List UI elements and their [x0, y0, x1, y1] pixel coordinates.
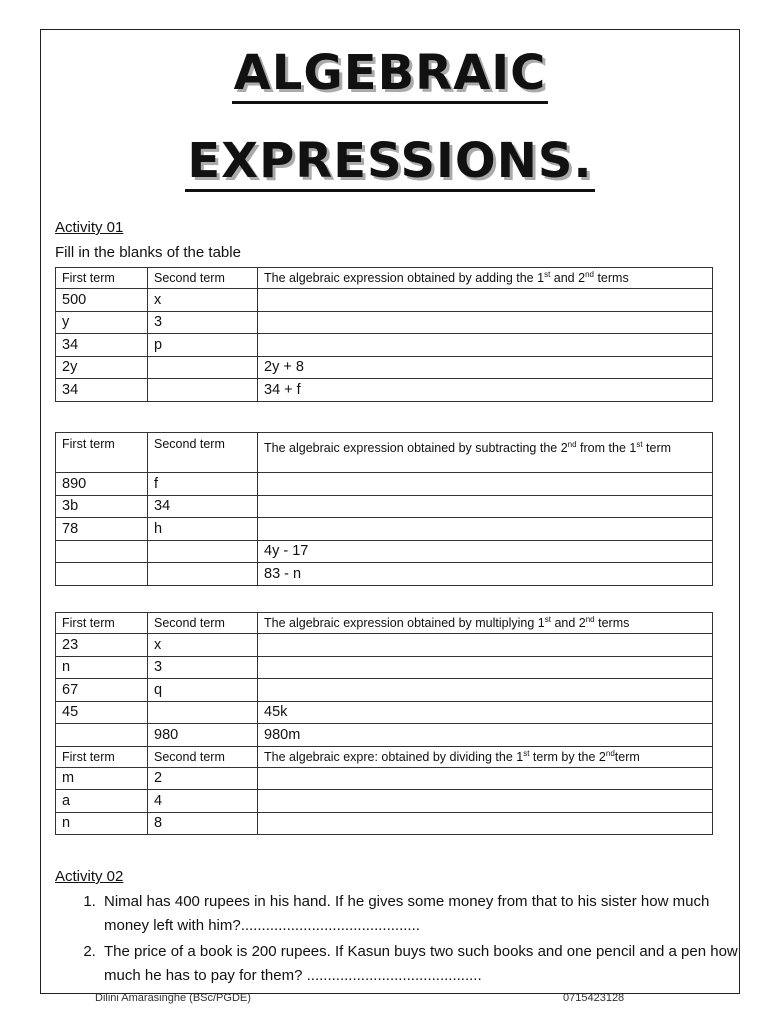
- table-row: [56, 473, 713, 496]
- table-row: [56, 724, 713, 747]
- cell: 4: [148, 790, 258, 813]
- table-row: [56, 679, 713, 702]
- table-row: [56, 812, 713, 835]
- table-row: [56, 518, 713, 541]
- table-row: [56, 334, 713, 357]
- cell: 3: [148, 656, 258, 679]
- cell: 34: [56, 334, 148, 357]
- cell: m: [56, 767, 148, 790]
- activity-2-heading: Activity 02: [55, 868, 124, 885]
- activity-1-instruction: Fill in the blanks of the table: [55, 244, 241, 261]
- answer-cell[interactable]: [148, 540, 258, 563]
- answer-cell[interactable]: [56, 724, 148, 747]
- question-2: 2. The price of a book is 200 rupees. If Kasun buys two such books and one pencil and a pen how much he has to pay for them? ..........................................: [100, 940, 740, 988]
- question-list: [78, 890, 740, 990]
- cell: 78: [56, 518, 148, 541]
- answer-cell[interactable]: [258, 518, 713, 541]
- cell: x: [148, 634, 258, 657]
- header-expression: The algebraic expression obtained by subtracting the 2nd from the 1st term: [258, 433, 713, 473]
- cell: 4y - 17: [258, 540, 713, 563]
- cell: 980m: [258, 724, 713, 747]
- footer-phone: 0715423128: [563, 992, 625, 1004]
- cell: x: [148, 289, 258, 312]
- table-row: [56, 356, 713, 379]
- footer-author: Dilini Amarasinghe (BSc/PGDE): [95, 992, 251, 1004]
- header-expression: The algebraic expre: obtained by dividing the 1st term by the 2ndterm: [258, 746, 713, 767]
- cell: 34: [56, 379, 148, 402]
- header-expression: The algebraic expression obtained by multiplying 1st and 2nd terms: [258, 613, 713, 634]
- cell: 45: [56, 701, 148, 724]
- header-first-term: First term: [56, 433, 148, 473]
- title-line-1: ALGEBRAIC: [40, 45, 740, 101]
- answer-cell[interactable]: [258, 679, 713, 702]
- cell: 3: [148, 311, 258, 334]
- header-second-term: Second term: [148, 268, 258, 289]
- title-line-2: EXPRESSIONS.: [40, 133, 740, 189]
- answer-cell[interactable]: [148, 379, 258, 402]
- cell: h: [148, 518, 258, 541]
- header-second-term: Second term: [148, 746, 258, 767]
- answer-cell[interactable]: [258, 634, 713, 657]
- table-row: [56, 311, 713, 334]
- answer-cell[interactable]: [258, 495, 713, 518]
- table-row: [56, 656, 713, 679]
- answer-cell[interactable]: [258, 334, 713, 357]
- header-second-term: Second term: [148, 613, 258, 634]
- cell: f: [148, 473, 258, 496]
- answer-cell[interactable]: [258, 767, 713, 790]
- table-row: [56, 379, 713, 402]
- cell: 2: [148, 767, 258, 790]
- header-expression: The algebraic expression obtained by adding the 1st and 2nd terms: [258, 268, 713, 289]
- table-row: [56, 540, 713, 563]
- cell: 23: [56, 634, 148, 657]
- table-multiplying: [55, 612, 713, 835]
- table-row: [56, 495, 713, 518]
- cell: 980: [148, 724, 258, 747]
- cell: n: [56, 812, 148, 835]
- answer-cell[interactable]: [56, 540, 148, 563]
- header-first-term: First term: [56, 613, 148, 634]
- table-adding: [55, 267, 713, 402]
- answer-cell[interactable]: [148, 701, 258, 724]
- table-subtracting: [55, 432, 713, 586]
- table-row: [56, 790, 713, 813]
- cell: q: [148, 679, 258, 702]
- cell: 3b: [56, 495, 148, 518]
- cell: 45k: [258, 701, 713, 724]
- header-second-term: Second term: [148, 433, 258, 473]
- cell: 67: [56, 679, 148, 702]
- header-first-term: First term: [56, 746, 148, 767]
- cell: 2y + 8: [258, 356, 713, 379]
- cell: 34 + f: [258, 379, 713, 402]
- answer-cell[interactable]: [56, 563, 148, 586]
- answer-cell[interactable]: [258, 289, 713, 312]
- answer-cell[interactable]: [258, 473, 713, 496]
- table-row: [56, 701, 713, 724]
- answer-cell[interactable]: [258, 790, 713, 813]
- table-row: [56, 767, 713, 790]
- answer-cell[interactable]: [148, 356, 258, 379]
- answer-cell[interactable]: [258, 311, 713, 334]
- cell: a: [56, 790, 148, 813]
- answer-cell[interactable]: [258, 656, 713, 679]
- cell: 8: [148, 812, 258, 835]
- header-first-term: First term: [56, 268, 148, 289]
- table-row: [56, 634, 713, 657]
- cell: y: [56, 311, 148, 334]
- cell: 2y: [56, 356, 148, 379]
- table-row: [56, 289, 713, 312]
- cell: 34: [148, 495, 258, 518]
- cell: 83 - n: [258, 563, 713, 586]
- cell: p: [148, 334, 258, 357]
- answer-cell[interactable]: [258, 812, 713, 835]
- cell: 500: [56, 289, 148, 312]
- cell: 890: [56, 473, 148, 496]
- question-1: 1. Nimal has 400 rupees in his hand. If he gives some money from that to his sister how much money left with him?...........................................: [100, 890, 740, 938]
- table-row: [56, 563, 713, 586]
- activity-1-heading: Activity 01: [55, 219, 124, 236]
- cell: n: [56, 656, 148, 679]
- answer-cell[interactable]: [148, 563, 258, 586]
